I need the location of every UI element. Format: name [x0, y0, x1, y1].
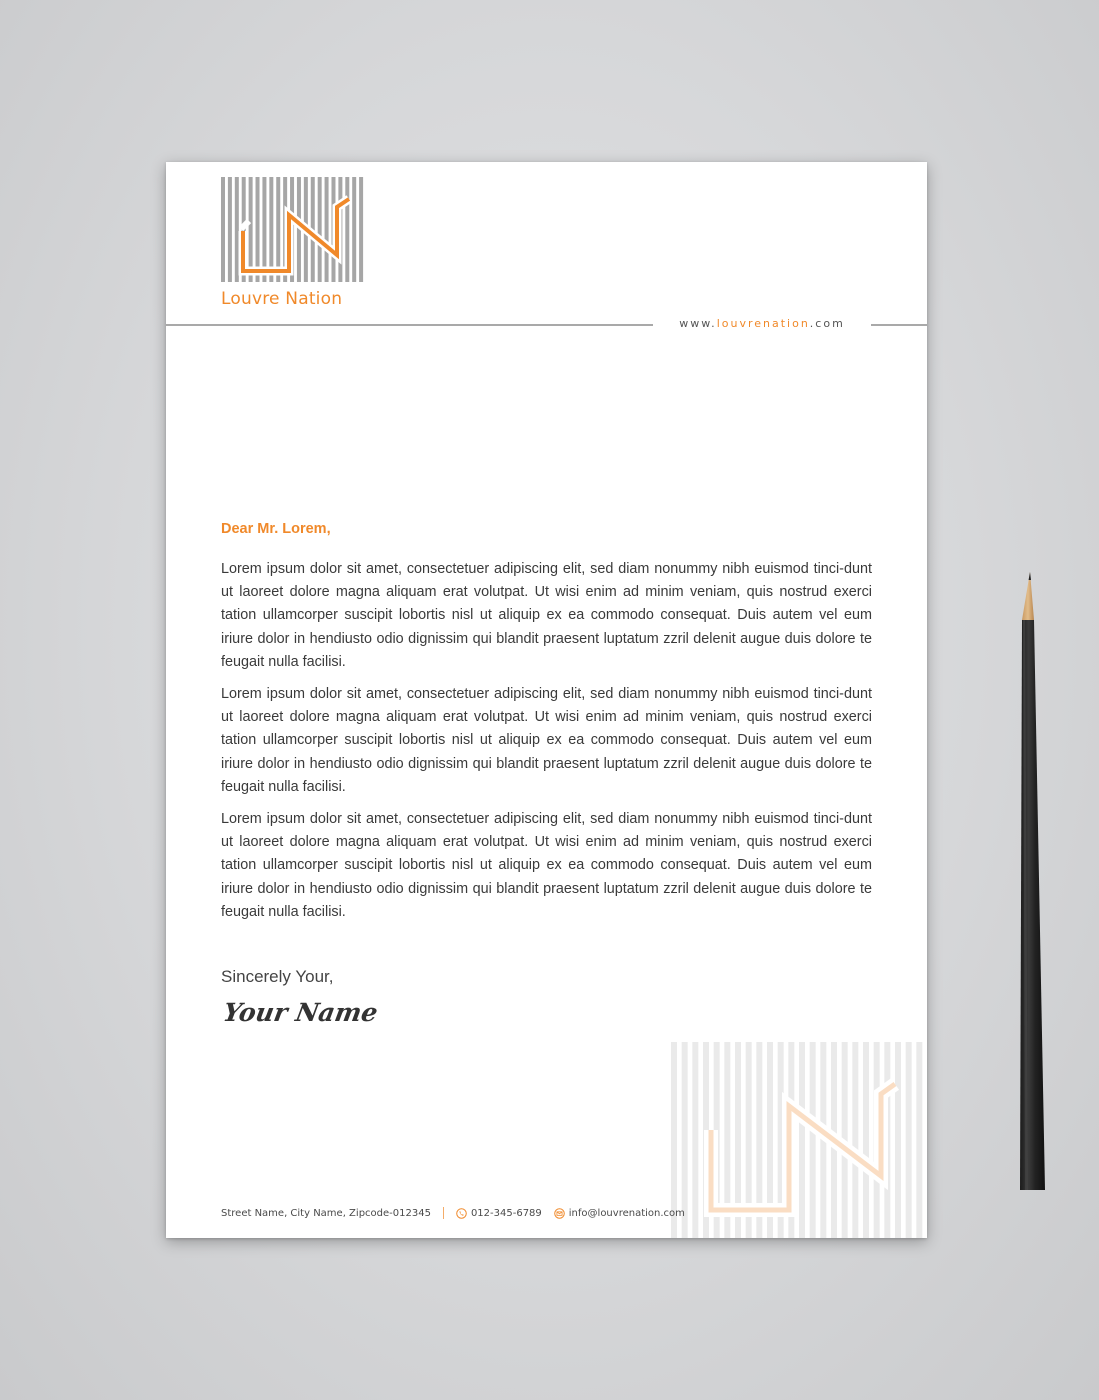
logo-stripe [895, 1042, 901, 1238]
letterhead-paper [166, 162, 927, 1238]
closing-line: Sincerely Your, [221, 967, 334, 986]
website-prefix: www. [679, 317, 717, 330]
footer-email [554, 1208, 685, 1219]
logo-stripe [262, 177, 266, 282]
body-paragraph: Lorem ipsum dolor sit amet, consectetuer adipiscing elit, sed diam nonummy nibh euismod tinci-dunt ut laoreet dolore magna aliquam erat volutpat. Ut wisi enim ad minim veniam, quis nostrud exerci tation ullamcorper suscipit lobortis nisl ut aliquip ex ea commodo consequat. Duis autem vel eum iriure dolor in hendiusto odio dignissim qui blandit praesent luptatum zzril delenit augue duis dolore te feugait nulla facilisi. [221, 686, 872, 795]
website-domain: louvrenation [716, 317, 810, 330]
salutation: Dear Mr. Lorem, [221, 521, 331, 537]
signature: Your Name [221, 998, 380, 1027]
logo-stripe [325, 177, 329, 282]
body-paragraph: Lorem ipsum dolor sit amet, consectetuer adipiscing elit, sed diam nonummy nibh euismod tinci-dunt ut laoreet dolore magna aliquam erat volutpat. Ut wisi enim ad minim veniam, quis nostrud exerci tation ullamcorper suscipit lobortis nisl ut aliquip ex ea commodo consequat. Duis autem vel eum iriure dolor in hendiusto odio dignissim qui blandit praesent luptatum zzril delenit augue duis dolore te feugait nulla facilisi. [221, 811, 872, 920]
letter-body [221, 558, 872, 933]
logo-stripe [863, 1042, 869, 1238]
website-suffix: .com [809, 317, 845, 330]
logo-stripe [249, 177, 253, 282]
footer-separator [443, 1207, 444, 1219]
logo-stripe [318, 177, 322, 282]
logo-stripe [221, 177, 225, 282]
footer-email-address: info@louvrenation.com [568, 1207, 685, 1219]
website-url [656, 317, 868, 330]
logo-stripe [916, 1042, 922, 1238]
louvre-nation-logo-mark [221, 177, 366, 282]
logo-stripe [352, 177, 356, 282]
logo-stripe [269, 177, 273, 282]
header-divider-left [166, 324, 653, 326]
logo-stripe [256, 177, 260, 282]
logo-watermark [671, 1042, 927, 1238]
pencil [1010, 570, 1050, 1195]
logo-wordmark: Louvre Nation [221, 289, 343, 309]
logo-stripe [906, 1042, 912, 1238]
footer-phone-number: 012-345-6789 [470, 1207, 542, 1219]
logo-stripe [799, 1042, 805, 1238]
body-paragraph: Lorem ipsum dolor sit amet, consectetuer adipiscing elit, sed diam nonummy nibh euismod tinci-dunt ut laoreet dolore magna aliquam erat volutpat. Ut wisi enim ad minim veniam, quis nostrud exerci tation ullamcorper suscipit lobortis nisl ut aliquip ex ea commodo consequat. Duis autem vel eum iriure dolor in hendiusto odio dignissim qui blandit praesent luptatum zzril delenit augue duis dolore te feugait nulla facilisi. [221, 561, 872, 670]
header-divider-right [871, 324, 927, 326]
logo-stripe [810, 1042, 816, 1238]
phone-icon [456, 1208, 467, 1219]
logo-stripe [276, 177, 280, 282]
email-icon [554, 1208, 565, 1219]
logo-stripe [345, 177, 349, 282]
contact-footer [221, 1205, 697, 1221]
logo-stripe [235, 177, 239, 282]
footer-address: Street Name, City Name, Zipcode-012345 [221, 1207, 431, 1219]
footer-phone [456, 1208, 542, 1219]
logo-stripe [852, 1042, 858, 1238]
logo-stripe [359, 177, 363, 282]
logo-stripe [228, 177, 232, 282]
